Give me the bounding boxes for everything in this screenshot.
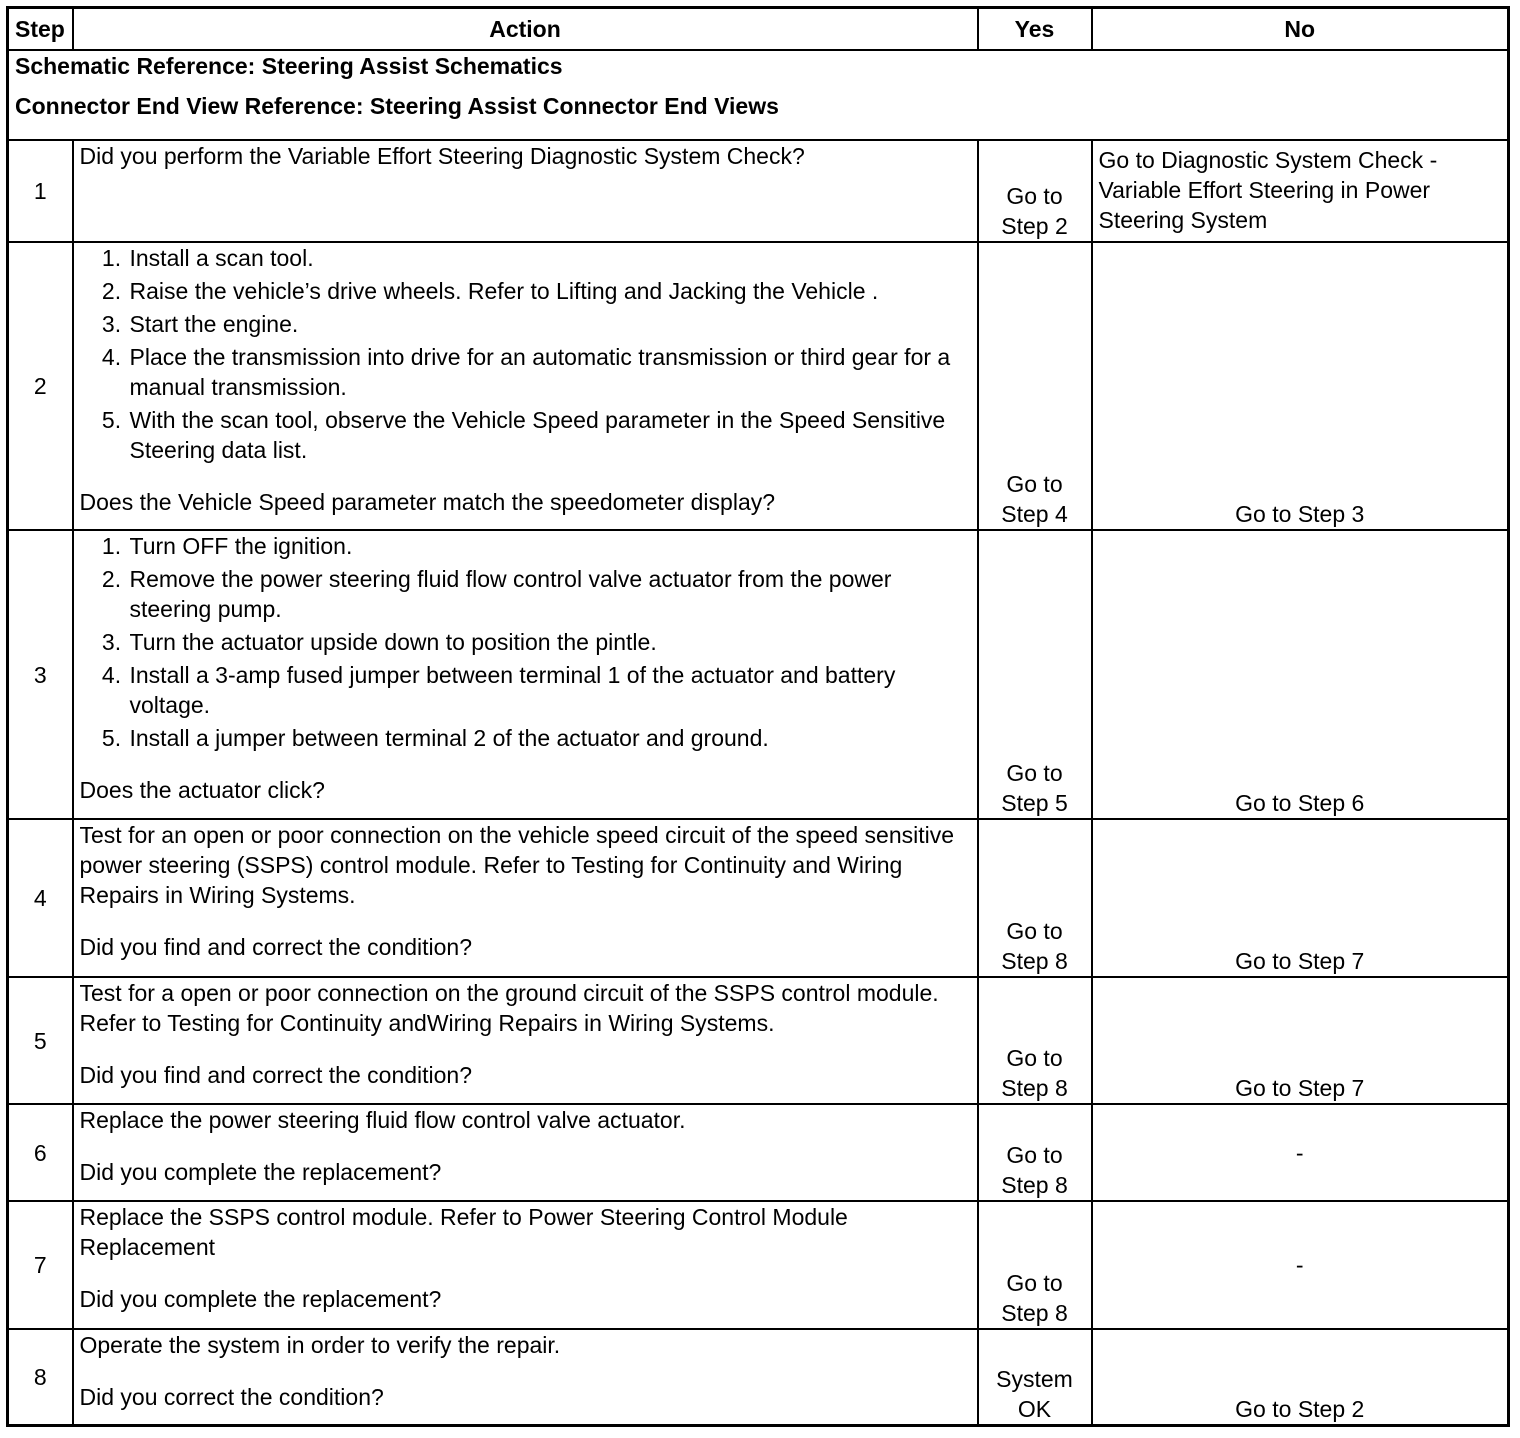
header-row bbox=[8, 8, 1509, 51]
action-text: Test for a open or poor connection on the ground circuit of the SSPS control module. Refer to Testing for Continuity andWiring Repairs in Wiring Systems. bbox=[79, 980, 939, 1036]
list-item: 5. With the scan tool, observe the Vehicle Speed parameter in the Speed Sensitive Steering data list. bbox=[128, 405, 971, 465]
no-outcome: - bbox=[1092, 1201, 1509, 1329]
action-cell bbox=[73, 1201, 978, 1329]
action-cell bbox=[73, 242, 978, 530]
list-item: 4. Install a 3-amp fused jumper between terminal 1 of the actuator and battery voltage. bbox=[128, 660, 971, 720]
step-number: 2 bbox=[8, 242, 73, 530]
yes-outcome: System OK bbox=[978, 1329, 1092, 1425]
table-row bbox=[8, 977, 1509, 1104]
yes-outcome: Go to Step 4 bbox=[978, 242, 1092, 530]
table-row bbox=[8, 242, 1509, 530]
header-no: No bbox=[1092, 8, 1509, 51]
step-number: 4 bbox=[8, 819, 73, 977]
step-number: 3 bbox=[8, 530, 73, 819]
step-number: 7 bbox=[8, 1201, 73, 1329]
list-item: 3. Turn the actuator upside down to position the pintle. bbox=[128, 627, 971, 657]
yes-outcome: Go to Step 5 bbox=[978, 530, 1092, 819]
list-item: 1. Turn OFF the ignition. bbox=[128, 531, 971, 561]
action-cell bbox=[73, 140, 978, 242]
schematic-reference: Schematic Reference: Steering Assist Schematics bbox=[15, 53, 563, 79]
no-outcome: Go to Step 7 bbox=[1092, 977, 1509, 1104]
yes-outcome: Go to Step 8 bbox=[978, 1201, 1092, 1329]
list-item: 3. Start the engine. bbox=[128, 309, 971, 339]
action-question: Does the Vehicle Speed parameter match the speedometer display? bbox=[79, 489, 776, 515]
header-action: Action bbox=[73, 8, 978, 51]
yes-outcome: Go to Step 8 bbox=[978, 977, 1092, 1104]
action-question: Does the actuator click? bbox=[79, 777, 325, 803]
step-number: 1 bbox=[8, 140, 73, 242]
action-steps-list bbox=[80, 531, 971, 753]
action-question: Did you find and correct the condition? bbox=[79, 1062, 473, 1088]
yes-outcome: Go to Step 8 bbox=[978, 1104, 1092, 1201]
list-item: 2. Remove the power steering fluid flow control valve actuator from the power steering pump. bbox=[128, 564, 971, 624]
list-item: 1. Install a scan tool. bbox=[128, 243, 971, 273]
step-number: 8 bbox=[8, 1329, 73, 1425]
table-row bbox=[8, 1329, 1509, 1425]
action-text: Replace the power steering fluid flow control valve actuator. bbox=[79, 1107, 686, 1133]
list-item: 4. Place the transmission into drive for an automatic transmission or third gear for a manual transmission. bbox=[128, 342, 971, 402]
action-question: Did you complete the replacement? bbox=[79, 1159, 442, 1185]
diagnostic-table bbox=[6, 6, 1510, 1427]
reference-cell bbox=[8, 50, 1509, 140]
no-outcome: - bbox=[1092, 1104, 1509, 1201]
action-question: Did you find and correct the condition? bbox=[79, 934, 473, 960]
reference-row bbox=[8, 50, 1509, 140]
action-steps-list bbox=[80, 243, 971, 465]
no-outcome: Go to Step 2 bbox=[1092, 1329, 1509, 1425]
no-outcome: Go to Step 6 bbox=[1092, 530, 1509, 819]
yes-outcome: Go to Step 2 bbox=[978, 140, 1092, 242]
action-cell bbox=[73, 1104, 978, 1201]
list-item: 5. Install a jumper between terminal 2 of the actuator and ground. bbox=[128, 723, 971, 753]
action-cell bbox=[73, 977, 978, 1104]
step-rows bbox=[8, 140, 1509, 1425]
action-cell bbox=[73, 1329, 978, 1425]
step-number: 6 bbox=[8, 1104, 73, 1201]
header-yes: Yes bbox=[978, 8, 1092, 51]
action-text: Replace the SSPS control module. Refer to Power Steering Control Module Replacement bbox=[79, 1204, 848, 1260]
table-row bbox=[8, 819, 1509, 977]
action-text: Test for an open or poor connection on the vehicle speed circuit of the speed sensitive power steering (SSPS) control module. Refer to Testing for Continuity and Wiring Repairs in Wiring Systems. bbox=[79, 822, 955, 908]
table-row bbox=[8, 140, 1509, 242]
action-question: Did you complete the replacement? bbox=[79, 1286, 442, 1312]
header-step: Step bbox=[8, 8, 73, 51]
yes-outcome: Go to Step 8 bbox=[978, 819, 1092, 977]
action-text: Did you perform the Variable Effort Steering Diagnostic System Check? bbox=[79, 143, 805, 169]
action-cell bbox=[73, 819, 978, 977]
no-outcome: Go to Diagnostic System Check - Variable Effort Steering in Power Steering System bbox=[1092, 140, 1509, 242]
no-outcome: Go to Step 3 bbox=[1092, 242, 1509, 530]
step-number: 5 bbox=[8, 977, 73, 1104]
action-question: Did you correct the condition? bbox=[79, 1384, 384, 1410]
table-row bbox=[8, 1104, 1509, 1201]
table-row bbox=[8, 1201, 1509, 1329]
list-item: 2. Raise the vehicle’s drive wheels. Refer to Lifting and Jacking the Vehicle . bbox=[128, 276, 971, 306]
table-row bbox=[8, 530, 1509, 819]
no-outcome: Go to Step 7 bbox=[1092, 819, 1509, 977]
action-cell bbox=[73, 530, 978, 819]
action-text: Operate the system in order to verify the repair. bbox=[79, 1332, 561, 1358]
connector-reference: Connector End View Reference: Steering Assist Connector End Views bbox=[15, 93, 779, 119]
